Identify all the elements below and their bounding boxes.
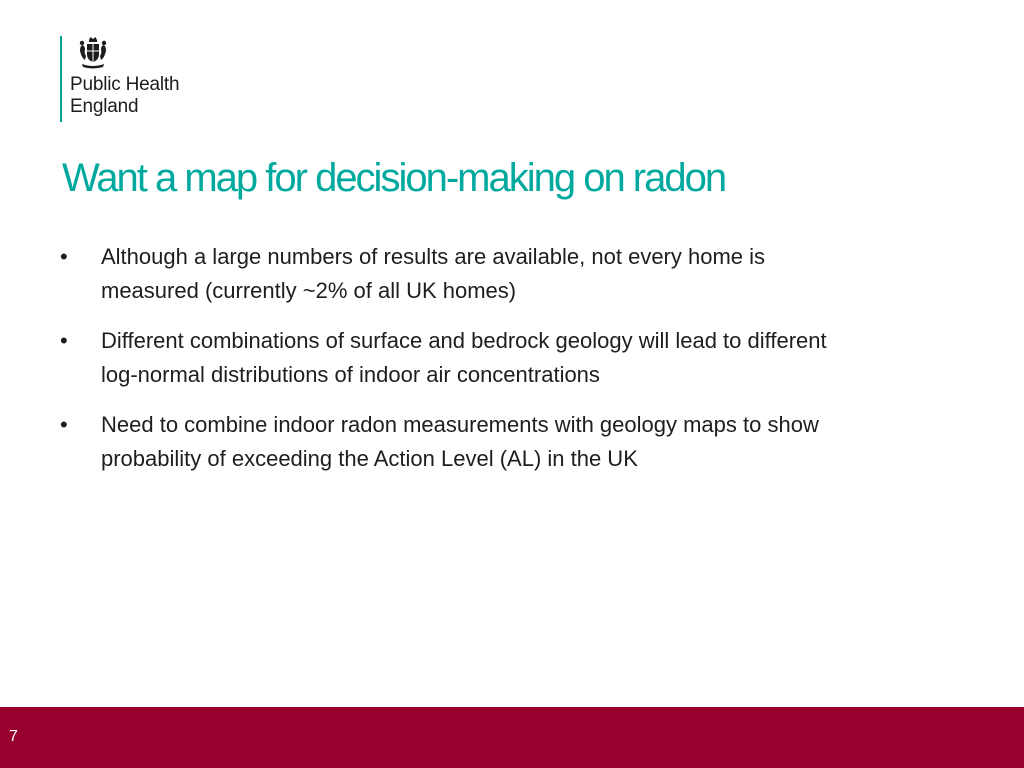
footer-bar [0,707,1024,768]
bullet-line: Different combinations of surface and bedrock geology will lead to different [101,328,827,353]
bullet-line: probability of exceeding the Action Level (AL) in the UK [101,446,638,471]
logo-text-line-1: Public Health [70,74,180,95]
page-number: 7 [9,728,18,745]
logo-text-line-2: England [70,96,139,117]
logo-body [70,36,179,124]
bullet-mark: • [60,412,68,437]
royal-crest-icon [78,36,108,70]
bullet-mark: • [60,244,68,269]
phe-logo [60,36,179,124]
bullet-item [60,408,970,476]
bullet-line: log-normal distributions of indoor air concentrations [101,362,600,387]
bullet-item [60,240,970,308]
logo-divider [60,36,62,122]
bullet-mark: • [60,328,68,353]
slide-title: Want a map for decision-making on radon [62,156,726,200]
bullet-list [60,240,970,492]
bullet-item [60,324,970,392]
bullet-line: Although a large numbers of results are available, not every home is [101,244,766,269]
bullet-line: Need to combine indoor radon measurements with geology maps to show [101,412,819,437]
bullet-line: measured (currently ~2% of all UK homes) [101,278,517,303]
